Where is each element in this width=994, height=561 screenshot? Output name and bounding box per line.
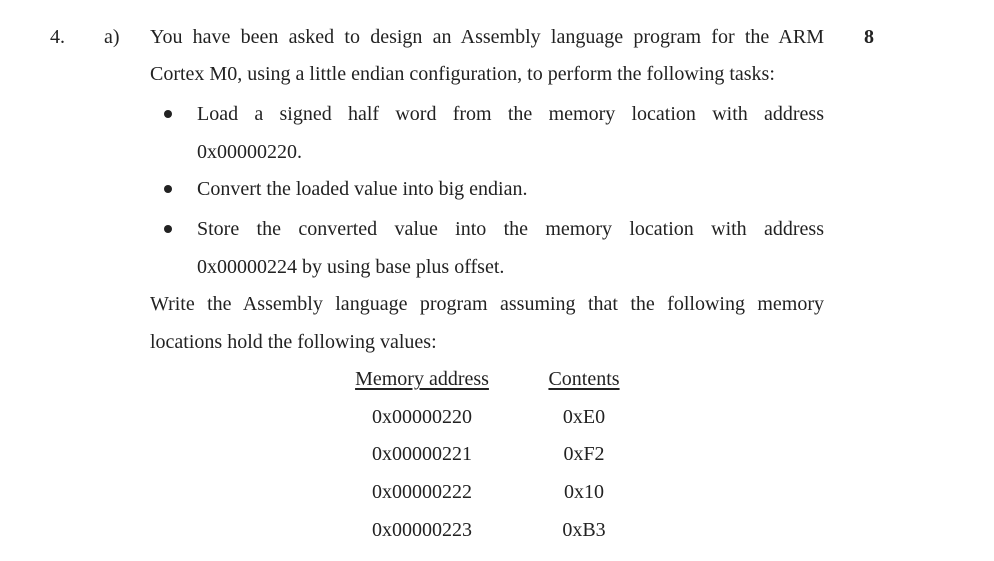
- table-header-contents: Contents: [548, 368, 620, 390]
- bullet-1-line-2: 0x00000220.: [197, 141, 302, 163]
- table-cell-address: 0x00000222: [372, 481, 472, 503]
- part-label: a): [104, 26, 120, 48]
- bullet-dot-3: [164, 225, 172, 233]
- marks: 8: [864, 26, 874, 48]
- bullet-2-line-1: Convert the loaded value into big endian.: [197, 178, 528, 200]
- bullet-3-line-2: 0x00000224 by using base plus offset.: [197, 256, 505, 278]
- table-cell-contents: 0xB3: [562, 519, 606, 541]
- intro-line-2: Cortex M0, using a little endian configuration, to perform the following tasks:: [150, 63, 775, 85]
- table-cell-address: 0x00000221: [372, 443, 472, 465]
- table-cell-address: 0x00000223: [372, 519, 472, 541]
- table-cell-contents: 0x10: [564, 481, 604, 503]
- table-header-address: Memory address: [355, 368, 489, 390]
- bullet-dot-1: [164, 110, 172, 118]
- bullet-1-line-1: Load a signed half word from the memory location with address: [197, 103, 824, 125]
- question-number: 4.: [50, 26, 65, 48]
- table-cell-contents: 0xF2: [563, 443, 605, 465]
- table-cell-contents: 0xE0: [562, 406, 606, 428]
- bullet-3-line-1: Store the converted value into the memory location with address: [197, 218, 824, 240]
- closing-line-1: Write the Assembly language program assuming that the following memory: [150, 293, 824, 315]
- table-cell-address: 0x00000220: [372, 406, 472, 428]
- closing-line-2: locations hold the following values:: [150, 331, 437, 353]
- bullet-dot-2: [164, 185, 172, 193]
- intro-line-1: You have been asked to design an Assembly language program for the ARM: [150, 26, 824, 48]
